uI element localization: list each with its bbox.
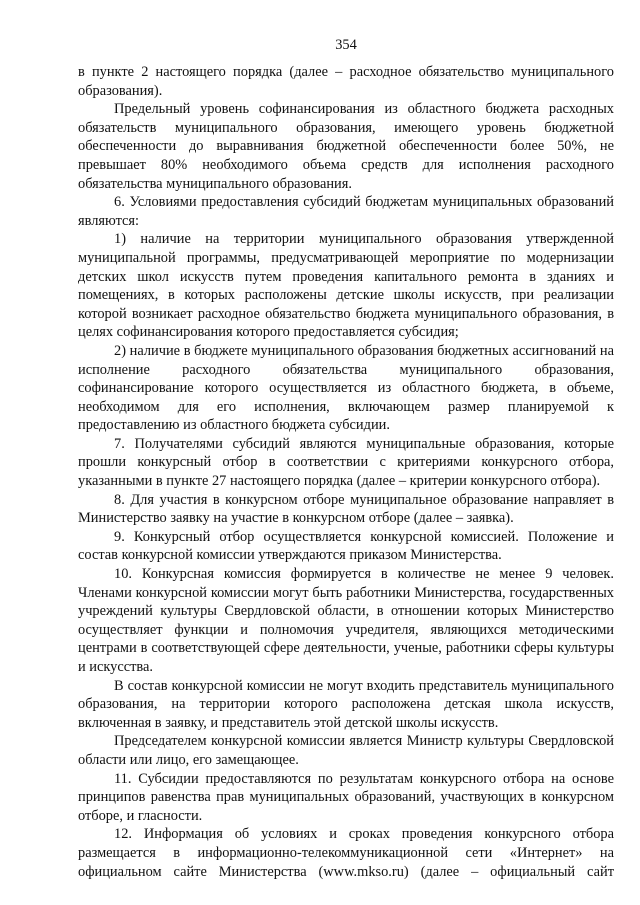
paragraph-item-12: 12. Информация об условиях и сроках проведения конкурсного отбора размещается в информационно-телекоммуникационной сети «Интернет» на официальном сайте Министерства (www.mkso.ru) (далее – официальный сайт [78,826,614,880]
paragraph-item-11: 11. Субсидии предоставляются по результатам конкурсного отбора на основе принципов равенства прав муниципальных образований, участвующих в конкурсном отборе, и гласности. [78,770,614,824]
paragraph-item-6-1: 1) наличие на территории муниципального образования утвержденной муниципальной программы, предусматривающей мероприятие по модернизации детских школ искусств путем проведения капитального ремонта в зданиях и помещениях, в которых расположены детские школы искусств, при реализации которой возникает расходное обязательство бюджета муниципального образования, в целях софинансирования которого предоставляется субсидия; [78,231,614,341]
paragraph-item-7: 7. Получателями субсидий являются муниципальные образования, которые прошли конкурсный отбор в соответствии с критериями конкурсного отбора, указанными в пункте 27 настоящего порядка (далее – критерии конкурсного отбора). [78,435,614,490]
paragraph-item-9: 9. Конкурсный отбор осуществляется конкурсной комиссией. Положение и состав конкурсной комиссии утверждаются приказом Министерства. [78,528,614,564]
paragraph-item-6: 6. Условиями предоставления субсидий бюджетам муниципальных образований являются: [78,194,614,229]
paragraph-commission-restriction: В состав конкурсной комиссии не могут входить представитель муниципального образования, на территории которого расположена детская школа искусств, включенная в заявку, и представитель этой детской школы искусств. [78,677,614,731]
page-number: 354 [335,37,357,53]
paragraph-item-6-2: 2) наличие в бюджете муниципального образования бюджетных ассигнований на исполнение расходного обязательства муниципального образования, софинансирование которого осуществляется из областного бюджета, в объеме, необходимом для его исполнения, включающем размер планируемой к предоставлению из областного бюджета субсидии. [78,342,614,434]
paragraph-item-8: 8. Для участия в конкурсном отборе муниципальное образование направляет в Министерство заявку на участие в конкурсном отборе (далее – заявка). [78,491,614,527]
document-page [78,36,614,881]
paragraph-continuation: в пункте 2 настоящего порядка (далее – расходное обязательство муниципального образования). [78,64,614,99]
paragraph-item-10: 10. Конкурсная комиссия формируется в количестве не менее 9 человек. Членами конкурсной комиссии могут быть работники Министерства, государственных учреждений культуры Свердловской области, в отношении которых Министерство осуществляет функции и полномочия учредителя, являющихся методическими центрами в соответствующей сфере деятельности, ученые, работники сферы культуры и искусства. [78,566,614,675]
paragraph-commission-chair: Председателем конкурсной комиссии является Министр культуры Свердловской области или лицо, его замещающее. [78,733,614,768]
paragraph-cofinancing-limit: Предельный уровень софинансирования из областного бюджета расходных обязательств муниципального образования, имеющего уровень бюджетной обеспеченности до выравнивания бюджетной обеспеченности более 50%, не превышает 80% необходимого объема средств для исполнения расходного обязательства муниципального образования. [78,101,614,192]
